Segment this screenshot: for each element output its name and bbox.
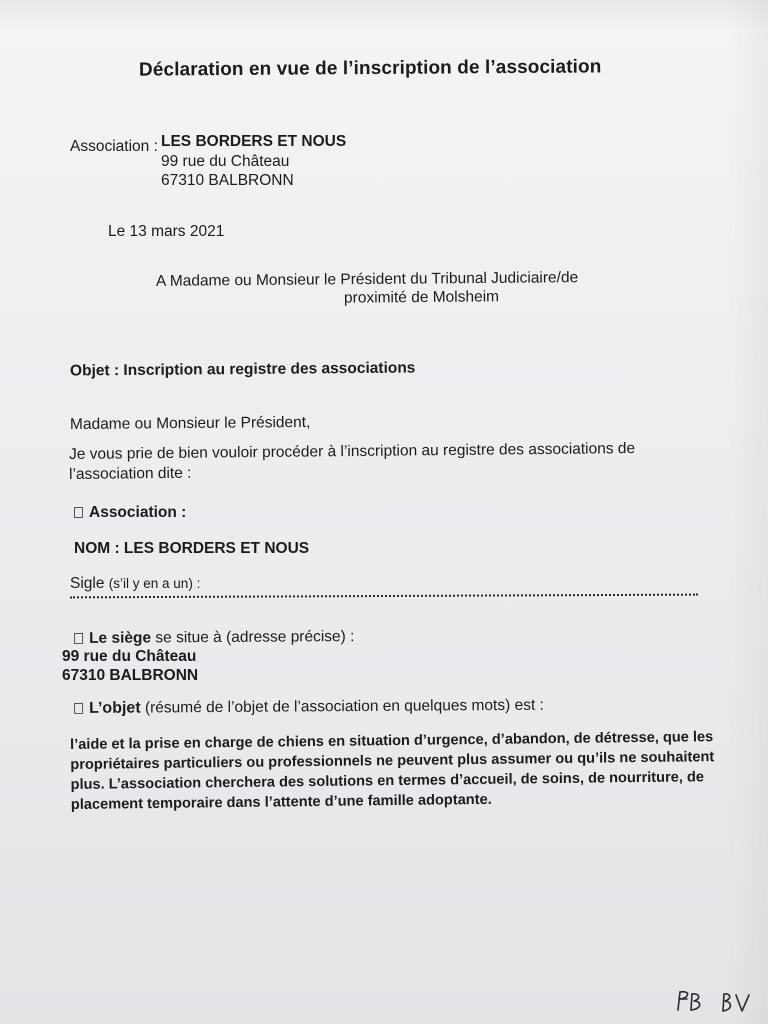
handwritten-initials: [672, 986, 762, 1016]
siege-address-line2: 67310 BALBRONN: [62, 667, 199, 684]
association-name: LES BORDERS ET NOUS: [161, 133, 347, 150]
sigle-hint: (s’il y en a un) :: [108, 576, 201, 591]
objet-text-line: l’aide et la prise en charge de chiens en situation d’urgence, d’abandon, de détresse, que les: [70, 729, 714, 753]
recipient-line1: A Madame ou Monsieur le Président du Tribunal Judiciaire/de: [155, 269, 579, 290]
sigle-line: [70, 575, 200, 593]
request-line2: l’association dite :: [69, 464, 192, 483]
object-line: Objet : Inscription au registre des associations: [69, 359, 416, 380]
page-shadow-right: [728, 0, 768, 1024]
checkbox-icon: [74, 507, 83, 518]
recipient-line2: proximité de Molsheim: [343, 288, 500, 307]
objet-text-line: plus. L’association cherchera des solutions en termes d’accueil, de soins, de nourriture, de: [70, 769, 705, 793]
objet-hint: (résumé de l’objet de l’association en quelques mots) est :: [144, 696, 544, 717]
checkbox-icon: [74, 633, 83, 644]
objet-bold: L’objet: [88, 699, 141, 717]
objet-text-line: propriétaires particuliers ou professionnels ne peuvent plus assumer ou qu’ils ne souhaitent: [70, 749, 715, 773]
request-line1: Je vous prie de bien vouloir procéder à l’inscription au registre des associations de: [69, 440, 636, 463]
sigle-dotted-line: [70, 594, 698, 599]
nom-line: NOM : LES BORDERS ET NOUS: [74, 540, 310, 557]
siege-rest: se situe à (adresse précise) :: [155, 628, 355, 647]
section-association: Association :: [74, 504, 186, 522]
checkbox-icon: [74, 703, 83, 714]
document-title: Déclaration en vue de l’inscription de l’association: [138, 56, 602, 81]
association-address-line1: 99 rue du Château: [161, 153, 290, 170]
objet-text-line: placement temporaire dans l’attente d’une famille adoptante.: [70, 791, 492, 813]
objet-line: [74, 697, 544, 718]
objet-description: [70, 727, 715, 815]
siege-address-line1: 99 rue du Château: [62, 648, 197, 665]
siege-bold: Le siège: [88, 629, 152, 647]
siege-line: [74, 628, 354, 648]
salutation: Madame ou Monsieur le Président,: [69, 413, 311, 434]
association-address-line2: 67310 BALBRONN: [161, 172, 294, 189]
association-label: Association :: [70, 138, 158, 155]
page-shadow-top: [0, 0, 768, 30]
document-date: Le 13 mars 2021: [108, 223, 225, 240]
sigle-label: Sigle: [70, 575, 105, 592]
